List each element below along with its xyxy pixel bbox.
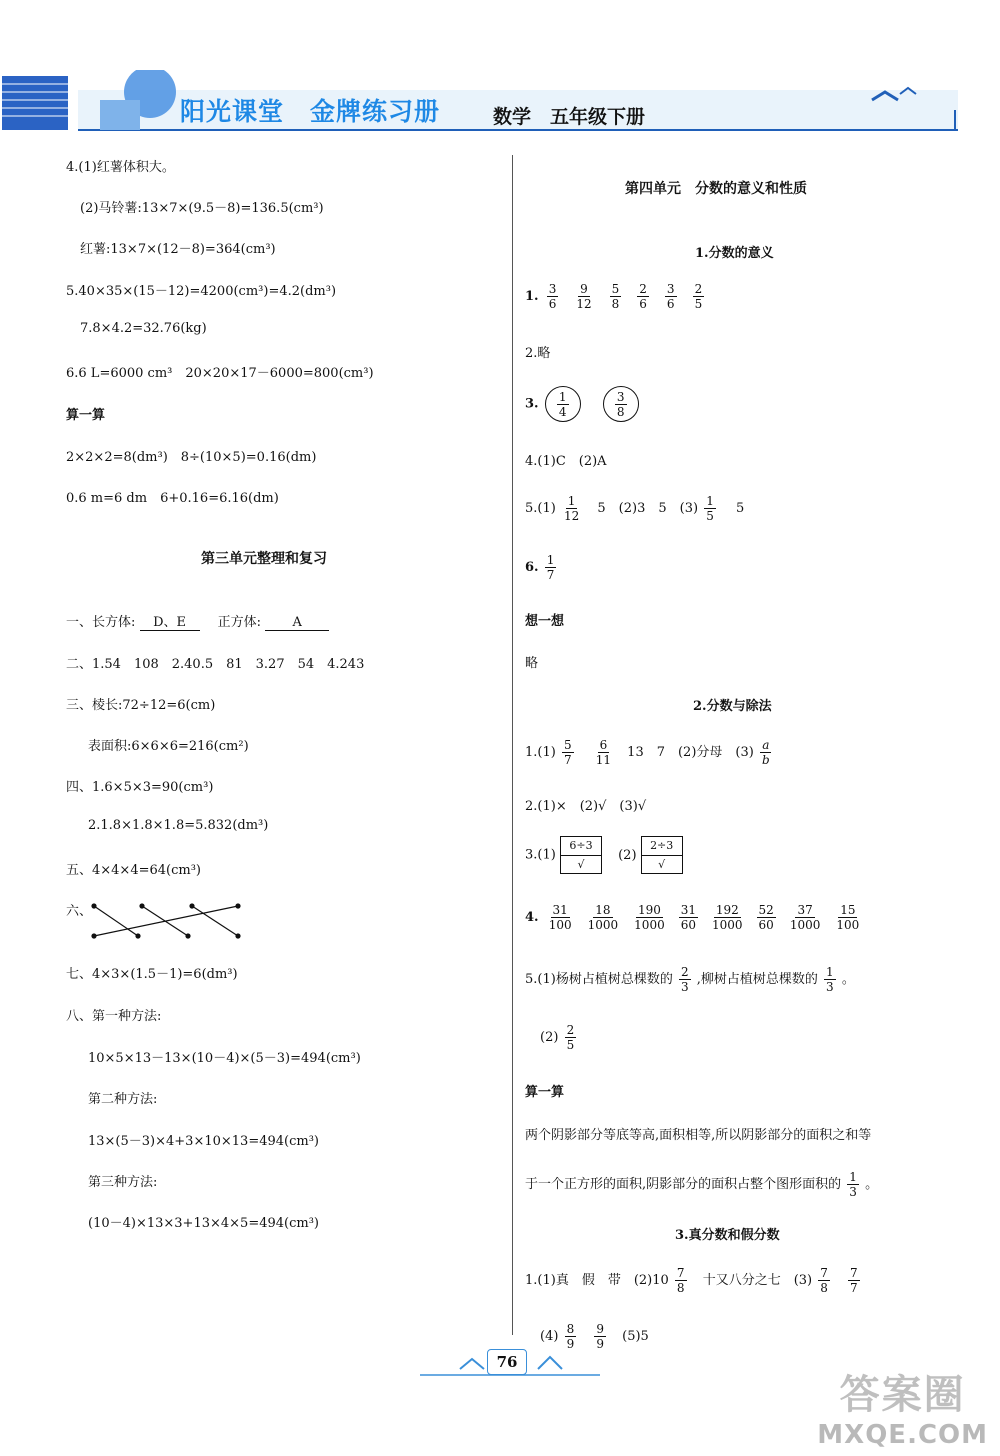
fraction bbox=[632, 903, 667, 932]
denominator: 8 bbox=[820, 1281, 828, 1295]
answer-line: 八、第一种方法: bbox=[66, 1009, 162, 1024]
fraction bbox=[665, 282, 677, 311]
answer-text: 一、长方体: bbox=[66, 615, 136, 630]
answer-line bbox=[525, 738, 774, 767]
section-title: 2.分数与除法 bbox=[693, 699, 772, 714]
answer-line: 红薯:13×7×(12－8)=364(cm³) bbox=[80, 242, 276, 257]
fraction bbox=[679, 965, 691, 994]
denominator: 8 bbox=[616, 404, 625, 419]
denominator: 11 bbox=[595, 753, 612, 767]
fraction bbox=[824, 965, 836, 994]
denominator: 1000 bbox=[712, 918, 743, 932]
numerator: 1 bbox=[546, 553, 555, 567]
fraction-list bbox=[543, 282, 706, 311]
numerator: 31 bbox=[680, 903, 696, 917]
denominator: 6 bbox=[548, 297, 557, 311]
section-heading: 算一算 bbox=[66, 408, 106, 423]
fraction bbox=[788, 903, 823, 932]
unit-title: 第三单元整理和复习 bbox=[201, 551, 327, 567]
numerator: 190 bbox=[637, 903, 661, 917]
answer-text: 1.(1) bbox=[525, 745, 556, 760]
denominator: 3 bbox=[826, 980, 834, 994]
page-number: 76 bbox=[487, 1349, 527, 1375]
watermark-line: MXQE.COM bbox=[817, 1420, 988, 1450]
answer-text: 5.(1)杨树占植树总棵数的 bbox=[525, 972, 673, 987]
numerator: 52 bbox=[758, 903, 774, 917]
numerator: a bbox=[762, 738, 770, 752]
numerator: 1 bbox=[558, 389, 567, 404]
fraction bbox=[710, 903, 745, 932]
answer-line: 0.6 m=6 dm 6+0.16=6.16(dm) bbox=[66, 491, 279, 506]
question-number: 6. bbox=[525, 560, 539, 575]
numerator: 7 bbox=[820, 1266, 828, 1280]
numerator: 9 bbox=[580, 282, 588, 296]
answer-line: 五、4×4×4=64(cm³) bbox=[66, 863, 201, 878]
denominator: 1000 bbox=[634, 918, 665, 932]
numerator: 6 bbox=[599, 738, 608, 752]
answer-line: (2)马铃薯:13×7×(9.5－8)=136.5(cm³) bbox=[80, 201, 324, 216]
denominator: 60 bbox=[758, 918, 774, 932]
numerator: 7 bbox=[676, 1266, 685, 1280]
fraction bbox=[594, 738, 613, 767]
denominator: 1000 bbox=[587, 918, 619, 932]
numerator: 37 bbox=[797, 903, 813, 917]
numerator: 2 bbox=[639, 282, 647, 296]
fraction bbox=[562, 738, 574, 767]
section-title: 3.真分数和假分数 bbox=[675, 1228, 780, 1243]
fraction bbox=[562, 494, 581, 523]
fraction bbox=[586, 903, 621, 932]
denominator: 7 bbox=[546, 568, 555, 582]
section-title: 1.分数的意义 bbox=[695, 246, 774, 261]
fraction bbox=[834, 903, 861, 932]
answer-line bbox=[525, 903, 863, 932]
answer-text: 5 (2)3 5 (3) bbox=[597, 501, 699, 516]
numerator: 1 bbox=[826, 965, 834, 979]
answer-line: 表面积:6×6×6=216(cm²) bbox=[88, 739, 249, 754]
answer-line bbox=[66, 611, 329, 631]
answer-line bbox=[525, 965, 855, 994]
numerator: 9 bbox=[596, 1322, 604, 1336]
fraction bbox=[675, 1266, 687, 1295]
denominator: 3 bbox=[849, 1185, 857, 1199]
answer-line: 10×5×13－13×(10－4)×(5－3)=494(cm³) bbox=[88, 1051, 361, 1066]
numerator: 2 bbox=[680, 965, 689, 979]
fraction bbox=[547, 903, 574, 932]
answer-line bbox=[540, 1023, 578, 1052]
denominator: 7 bbox=[850, 1281, 858, 1295]
section-heading: 想一想 bbox=[525, 614, 565, 629]
denominator: 9 bbox=[566, 1337, 575, 1351]
header-decoration bbox=[0, 70, 960, 132]
answer-text: 5 bbox=[735, 501, 745, 516]
answer-line: 13×(5－3)×4+3×10×13=494(cm³) bbox=[88, 1134, 319, 1149]
numerator: 3 bbox=[616, 389, 625, 404]
box-check: √ bbox=[658, 857, 666, 871]
answer-line: 6.6 L=6000 cm³ 20×20×17－6000=800(cm³) bbox=[66, 366, 374, 381]
answer-line: 7.8×4.2=32.76(kg) bbox=[80, 321, 207, 336]
answer-line: 七、4×3×(1.5－1)=6(dm³) bbox=[66, 967, 238, 982]
denominator: 12 bbox=[576, 297, 592, 311]
answer-text: ,柳树占植树总棵数的 bbox=[696, 972, 818, 987]
numerator: 1 bbox=[706, 494, 714, 508]
denominator: 100 bbox=[836, 918, 860, 932]
numerator: 8 bbox=[566, 1322, 575, 1336]
denominator: 8 bbox=[676, 1281, 685, 1295]
answer-text: 3.(1) bbox=[525, 847, 556, 863]
answer-line: 2.(1)× (2)√ (3)√ bbox=[525, 799, 647, 814]
fraction bbox=[757, 903, 776, 932]
denominator: 100 bbox=[548, 918, 572, 932]
answer-line: 第三种方法: bbox=[88, 1175, 158, 1190]
fraction bbox=[547, 282, 559, 311]
brand-title: 阳光课堂 金牌练习册 bbox=[180, 97, 441, 126]
watermark-line: 答案圈 bbox=[839, 1372, 966, 1418]
numerator: 15 bbox=[840, 903, 856, 917]
numerator: 1 bbox=[849, 1170, 857, 1184]
answer-line bbox=[525, 386, 639, 422]
answer-text: 十又八分之七 (3) bbox=[702, 1273, 813, 1288]
numerator: 2 bbox=[566, 1023, 575, 1037]
box-expression: 6÷3 bbox=[561, 837, 601, 856]
fraction bbox=[693, 282, 705, 311]
numerator: 18 bbox=[595, 903, 611, 917]
fraction bbox=[704, 494, 716, 523]
subject-title: 数学 五年级下册 bbox=[493, 106, 646, 128]
answer-line: 四、1.6×5×3=90(cm³) bbox=[66, 780, 214, 795]
fraction bbox=[847, 1170, 859, 1199]
answer-line bbox=[525, 553, 558, 582]
fraction bbox=[637, 282, 649, 311]
box-check: √ bbox=[577, 857, 585, 871]
answer-line: (10－4)×13×3+13×4×5=494(cm³) bbox=[88, 1216, 319, 1231]
fraction bbox=[848, 1266, 860, 1295]
answer-line: 2.1.8×1.8×1.8=5.832(dm³) bbox=[88, 818, 269, 833]
section-heading: 算一算 bbox=[525, 1085, 565, 1100]
answer-line: 4.(1)红薯体积大。 bbox=[66, 160, 175, 175]
fraction bbox=[615, 390, 627, 419]
denominator: 3 bbox=[680, 980, 689, 994]
numerator: 3 bbox=[548, 282, 557, 296]
fraction-list bbox=[543, 903, 864, 932]
denominator: 60 bbox=[680, 918, 696, 932]
denominator: 6 bbox=[639, 297, 647, 311]
answer-line bbox=[525, 494, 744, 523]
answer-blank: A bbox=[265, 615, 329, 631]
question-number: 4. bbox=[525, 910, 539, 925]
answer-line: 4.(1)C (2)A bbox=[525, 454, 607, 469]
watermark bbox=[817, 1363, 988, 1450]
circled-fractions bbox=[543, 389, 639, 419]
circled-fraction bbox=[545, 386, 581, 422]
numerator: 5 bbox=[563, 738, 572, 752]
numerator: 3 bbox=[666, 282, 675, 296]
answer-text: (5)5 bbox=[622, 1329, 649, 1344]
answer-line bbox=[525, 1266, 862, 1295]
denominator: 5 bbox=[566, 1038, 575, 1052]
denominator: b bbox=[761, 753, 770, 767]
fraction bbox=[565, 1023, 577, 1052]
numerator: 31 bbox=[552, 903, 568, 917]
fraction bbox=[545, 553, 557, 582]
answer-box bbox=[641, 836, 683, 874]
answer-line bbox=[525, 282, 706, 311]
fraction bbox=[610, 282, 622, 311]
answer-text: 正方体: bbox=[217, 615, 262, 630]
unit-title: 第四单元 分数的意义和性质 bbox=[625, 181, 807, 197]
column-divider bbox=[512, 155, 513, 1335]
circled-fraction bbox=[603, 386, 639, 422]
matching-lines-figure bbox=[88, 902, 248, 944]
denominator: 5 bbox=[706, 509, 714, 523]
answer-text: 。 bbox=[841, 972, 855, 987]
denominator: 12 bbox=[563, 509, 580, 523]
answer-line: 两个阴影部分等底等高,面积相等,所以阴影部分的面积之和等 bbox=[525, 1128, 872, 1143]
answer-line: 二、1.54 108 2.40.5 81 3.27 54 4.243 bbox=[66, 657, 365, 672]
denominator: 1000 bbox=[789, 918, 821, 932]
numerator: 7 bbox=[850, 1266, 858, 1280]
numerator: 192 bbox=[715, 903, 739, 917]
denominator: 7 bbox=[563, 753, 572, 767]
answer-text: 1.(1)真 假 带 (2)10 bbox=[525, 1273, 669, 1288]
question-number: 1. bbox=[525, 289, 539, 304]
answer-line bbox=[525, 1170, 878, 1199]
fraction bbox=[557, 390, 569, 419]
question-number: 3. bbox=[525, 396, 539, 412]
answer-blank: D、E bbox=[140, 611, 200, 631]
answer-text: 。 bbox=[865, 1177, 879, 1192]
numerator: 2 bbox=[694, 282, 703, 296]
answer-text: 13 7 (2)分母 (3) bbox=[627, 745, 754, 760]
fraction bbox=[760, 738, 772, 767]
answer-line: 2×2×2=8(dm³) 8÷(10×5)=0.16(dm) bbox=[66, 450, 317, 465]
numerator: 5 bbox=[611, 282, 620, 296]
denominator: 5 bbox=[694, 297, 703, 311]
answer-line: 三、棱长:72÷12=6(cm) bbox=[66, 698, 216, 713]
denominator: 8 bbox=[611, 297, 620, 311]
answer-text: 于一个正方形的面积,阴影部分的面积占整个图形面积的 bbox=[525, 1177, 842, 1192]
answer-text: (2) bbox=[540, 1030, 559, 1045]
numerator: 1 bbox=[567, 494, 576, 508]
fraction bbox=[574, 282, 593, 311]
denominator: 9 bbox=[596, 1337, 604, 1351]
answer-line bbox=[525, 836, 683, 874]
fraction bbox=[818, 1266, 830, 1295]
denominator: 6 bbox=[666, 297, 675, 311]
box-expression: 2÷3 bbox=[642, 837, 682, 856]
answer-text: (4) bbox=[540, 1329, 559, 1344]
answer-line: 略 bbox=[525, 656, 539, 671]
answer-box bbox=[560, 836, 602, 874]
answer-line: 六、 bbox=[66, 904, 93, 919]
answer-text: 5.(1) bbox=[525, 501, 556, 516]
fraction bbox=[679, 903, 698, 932]
denominator: 4 bbox=[558, 404, 567, 419]
answer-line: 2.略 bbox=[525, 346, 551, 361]
answer-text: (2) bbox=[618, 847, 637, 863]
answer-line: 第二种方法: bbox=[88, 1092, 158, 1107]
answer-line: 5.40×35×(15－12)=4200(cm³)=4.2(dm³) bbox=[66, 284, 337, 299]
